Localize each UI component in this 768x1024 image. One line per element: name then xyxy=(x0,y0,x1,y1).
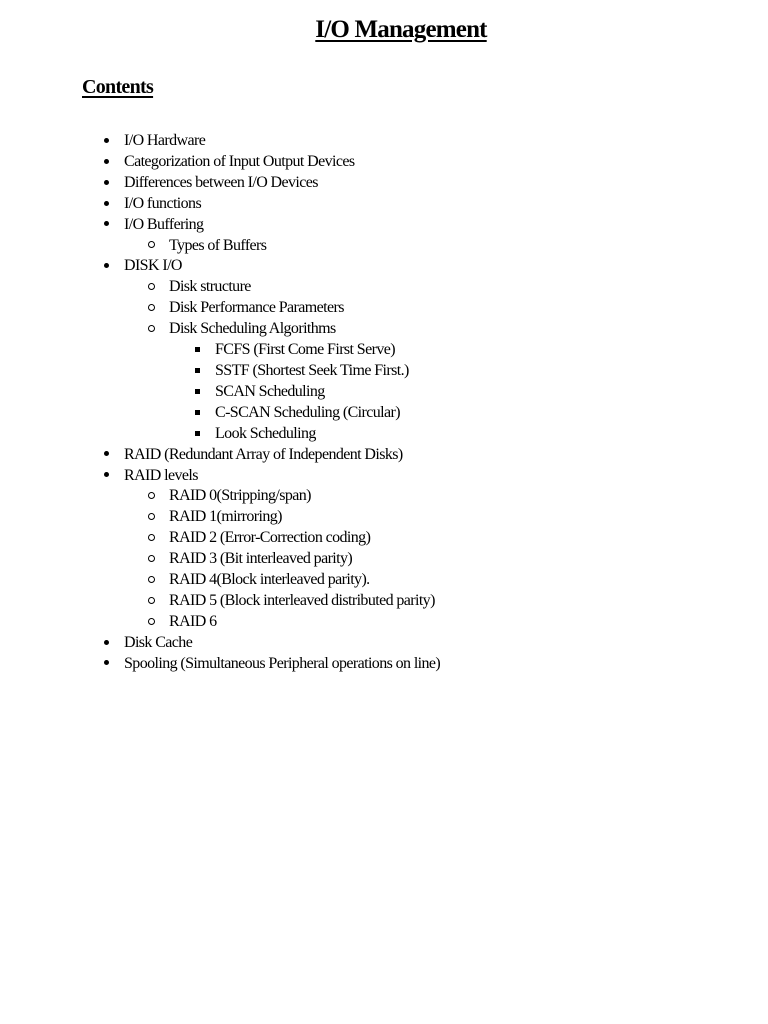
bullet-square-icon xyxy=(190,403,204,424)
bullet-circle-icon xyxy=(144,528,158,549)
list-item xyxy=(0,486,768,507)
bullet-circle-icon xyxy=(144,612,158,633)
list-item xyxy=(0,215,768,236)
list-item xyxy=(0,445,768,466)
list-item xyxy=(0,277,768,298)
list-item-text: I/O Hardware xyxy=(124,132,206,149)
table-of-contents xyxy=(0,131,768,675)
list-item xyxy=(0,403,768,424)
list-item-text: Differences between I/O Devices xyxy=(124,173,318,191)
list-item xyxy=(0,612,768,633)
list-item-text: Spooling (Simultaneous Peripheral operations on line) xyxy=(124,654,441,672)
list-item xyxy=(0,298,768,319)
list-item-text: RAID levels xyxy=(124,466,198,484)
bullet-dot-icon xyxy=(99,654,113,675)
list-item xyxy=(0,507,768,528)
list-item-text: DISK I/O xyxy=(124,257,182,275)
bullet-dot-icon xyxy=(99,256,113,277)
list-item-text: Disk structure xyxy=(169,278,251,296)
list-item xyxy=(0,319,768,340)
list-item-text: RAID 0(Stripping/span) xyxy=(169,487,311,505)
list-item-text: RAID 1(mirroring) xyxy=(169,508,282,526)
list-item-text: RAID 2 (Error-Correction coding) xyxy=(169,529,371,547)
list-item-text: SSTF (Shortest Seek Time First.) xyxy=(215,361,409,379)
list-item xyxy=(0,654,768,675)
list-item-text: I/O Buffering xyxy=(124,215,204,233)
list-item xyxy=(0,591,768,612)
list-item-text: SCAN Scheduling xyxy=(215,382,325,400)
list-item xyxy=(0,549,768,570)
bullet-square-icon xyxy=(190,340,204,361)
bullet-circle-icon xyxy=(144,486,158,507)
bullet-circle-icon xyxy=(144,319,158,340)
bullet-dot-icon xyxy=(99,215,113,236)
list-item-text: RAID 3 (Bit interleaved parity) xyxy=(169,550,353,568)
bullet-dot-icon xyxy=(99,466,113,487)
bullet-square-icon xyxy=(190,361,204,382)
list-item-text: RAID 4(Block interleaved parity). xyxy=(169,571,370,589)
bullet-circle-icon xyxy=(144,507,158,528)
list-item xyxy=(0,528,768,549)
list-item-text: Look Scheduling xyxy=(215,424,316,442)
list-item xyxy=(0,382,768,403)
bullet-circle-icon xyxy=(144,570,158,591)
list-item-text: RAID (Redundant Array of Independent Disks) xyxy=(124,445,403,463)
list-item xyxy=(0,256,768,277)
bullet-circle-icon xyxy=(144,298,158,319)
list-item xyxy=(0,361,768,382)
list-item-text: Disk Performance Parameters xyxy=(169,299,344,317)
bullet-dot-icon xyxy=(99,152,113,173)
list-item xyxy=(0,131,768,152)
bullet-dot-icon xyxy=(99,633,113,654)
list-item-text: Disk Scheduling Algorithms xyxy=(169,320,336,338)
list-item-text: C-SCAN Scheduling (Circular) xyxy=(215,403,400,421)
document-title: I/O Management xyxy=(315,16,487,43)
list-item-text: RAID 6 xyxy=(169,612,217,630)
list-item xyxy=(0,466,768,487)
bullet-dot-icon xyxy=(99,173,113,194)
bullet-circle-icon xyxy=(144,591,158,612)
list-item xyxy=(0,424,768,445)
contents-heading: Contents xyxy=(82,76,154,98)
bullet-circle-icon xyxy=(144,236,158,257)
list-item xyxy=(0,570,768,591)
list-item xyxy=(0,340,768,361)
bullet-circle-icon xyxy=(144,277,158,298)
list-item xyxy=(0,633,768,654)
bullet-square-icon xyxy=(190,424,204,445)
list-item xyxy=(0,173,768,194)
bullet-dot-icon xyxy=(99,194,113,215)
bullet-square-icon xyxy=(190,382,204,403)
bullet-circle-icon xyxy=(144,549,158,570)
list-item-text: Categorization of Input Output Devices xyxy=(124,152,355,170)
bullet-dot-icon xyxy=(99,131,113,152)
list-item-text: Disk Cache xyxy=(124,633,193,651)
bullet-dot-icon xyxy=(99,445,113,466)
list-item xyxy=(0,194,768,215)
list-item-text: RAID 5 (Block interleaved distributed parity) xyxy=(169,591,435,609)
list-item-text: I/O functions xyxy=(124,194,202,212)
list-item-text: FCFS (First Come First Serve) xyxy=(215,341,395,359)
list-item-text: Types of Buffers xyxy=(169,236,267,254)
list-item xyxy=(0,236,768,257)
list-item xyxy=(0,152,768,173)
